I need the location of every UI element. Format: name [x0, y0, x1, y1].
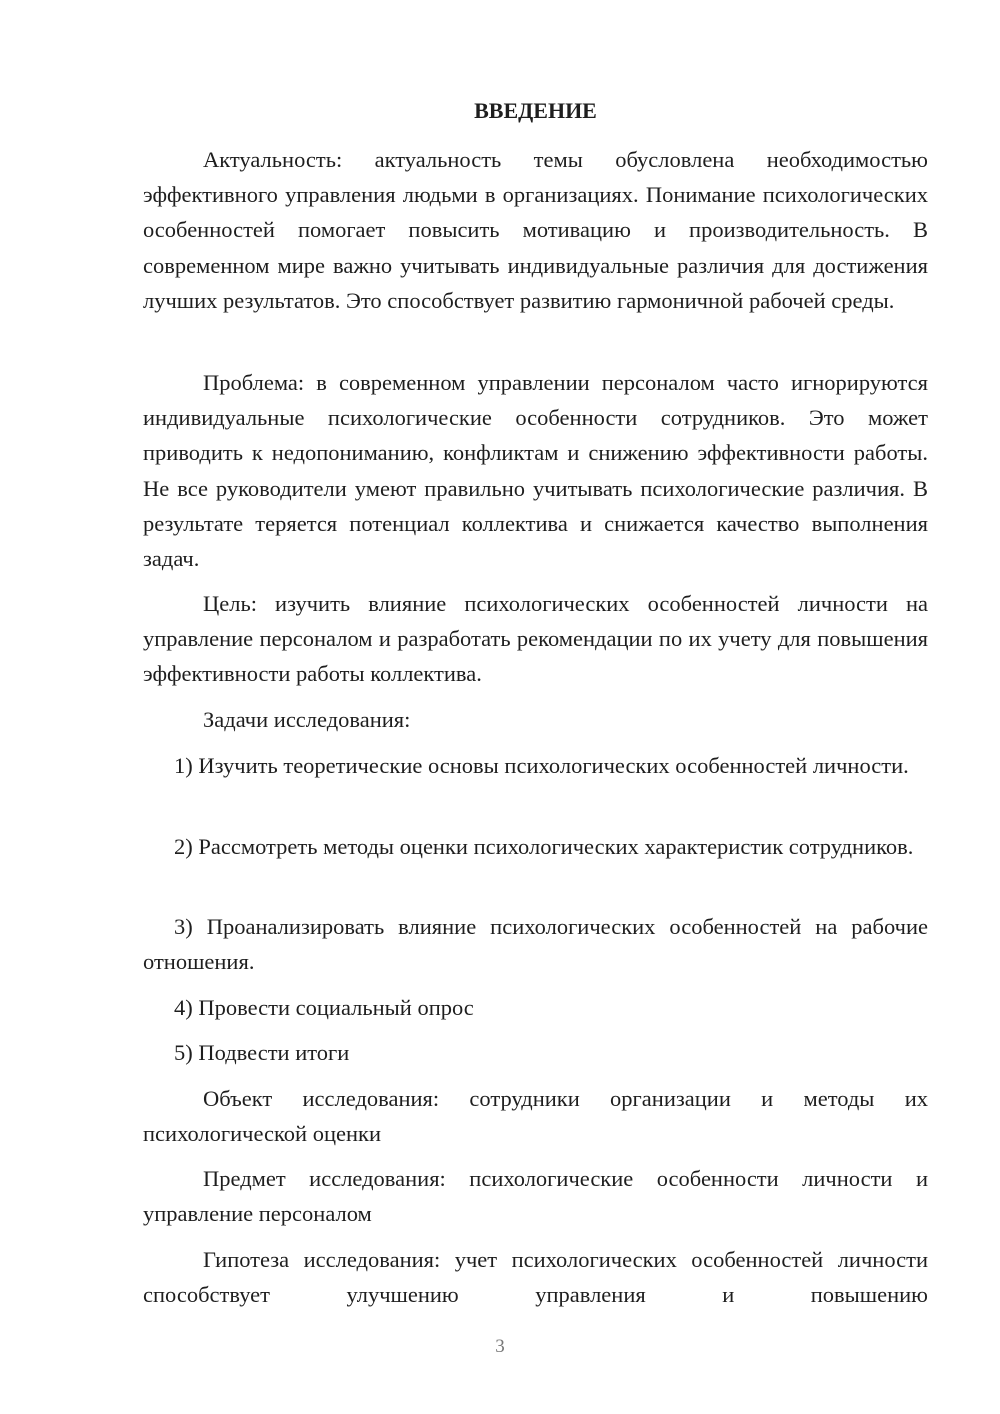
list-item-task-2: 2) Рассмотреть методы оценки психологических характеристик сотрудников.: [174, 834, 914, 859]
list-item-task-5: 5) Подвести итоги: [174, 1040, 350, 1065]
paragraph-subject: Предмет исследования: психологические особенности личности и управление персоналом: [143, 1166, 928, 1227]
paragraph-goal: Цель: изучить влияние психологических особенностей личности на управление персоналом и разработать рекомендации по их учету для повышения эффективности работы коллектива.: [143, 591, 928, 687]
paragraph-object: Объект исследования: сотрудники организации и методы их психологической оценки: [143, 1086, 928, 1147]
paragraph-problem: Проблема: в современном управлении персоналом часто игнорируются индивидуальные психологические особенности сотрудников. Это может приводить к недопониманию, конфликтам и снижению эффективности работы. Не все руководители умеют правильно учитывать психологические различия. В результате теряется потенциал коллектива и снижается качество выполнения задач.: [143, 370, 928, 572]
list-item-task-4: 4) Провести социальный опрос: [174, 995, 474, 1020]
list-item-task-3: 3) Проанализировать влияние психологических особенностей на рабочие отношения.: [143, 914, 928, 975]
paragraph-tasks-heading: Задачи исследования:: [203, 707, 411, 732]
page-title: ВВЕДЕНИЕ: [474, 98, 597, 123]
paragraph-hypothesis: Гипотеза исследования: учет психологических особенностей личности способствует улучшению управления и повышению: [143, 1247, 928, 1308]
list-item-task-1: 1) Изучить теоретические основы психологических особенностей личности.: [174, 753, 909, 778]
page-number: 3: [495, 1336, 505, 1357]
paragraph-relevance: Актуальность: актуальность темы обусловлена необходимостью эффективного управления людьми в организациях. Понимание психологических особенностей помогает повысить мотивацию и производительность. В современном мире важно учитывать индивидуальные различия для достижения лучших результатов. Это способствует развитию гармоничной рабочей среды.: [143, 147, 928, 313]
